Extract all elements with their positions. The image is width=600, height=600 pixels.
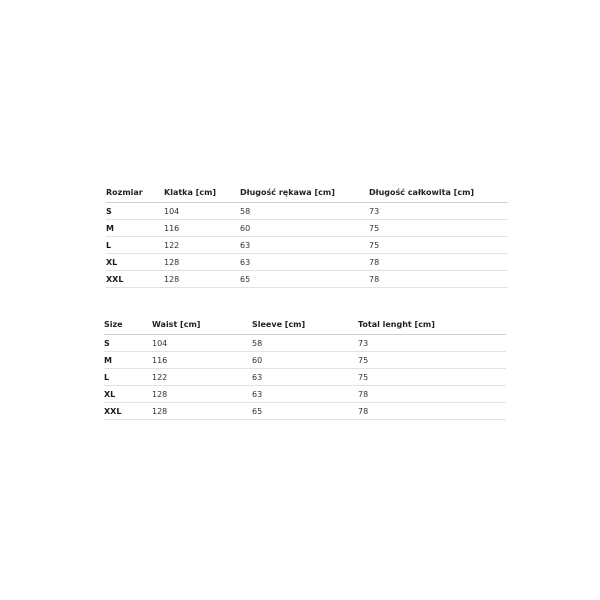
table-row [106, 203, 508, 220]
table-header-row [106, 182, 508, 203]
table-cell: 116 [152, 352, 252, 369]
column-header: Sleeve [cm] [252, 314, 358, 335]
size-cell: M [106, 220, 164, 237]
column-header: Waist [cm] [152, 314, 252, 335]
column-header: Total lenght [cm] [358, 314, 506, 335]
column-header: Długość całkowita [cm] [369, 182, 508, 203]
size-cell: XXL [104, 403, 152, 420]
column-header: Długość rękawa [cm] [240, 182, 369, 203]
table-cell: 63 [252, 386, 358, 403]
table-cell: 75 [358, 369, 506, 386]
table-cell: 63 [240, 237, 369, 254]
table-cell: 116 [164, 220, 240, 237]
table-header-row [104, 314, 506, 335]
table-row [104, 369, 506, 386]
table-cell: 73 [369, 203, 508, 220]
table-row [104, 386, 506, 403]
table-cell: 128 [152, 386, 252, 403]
table-cell: 63 [252, 369, 358, 386]
table-row [106, 254, 508, 271]
table-row [104, 403, 506, 420]
table-cell: 60 [240, 220, 369, 237]
size-cell: XL [106, 254, 164, 271]
column-header: Klatka [cm] [164, 182, 240, 203]
table-cell: 65 [252, 403, 358, 420]
size-cell: M [104, 352, 152, 369]
table-cell: 78 [369, 254, 508, 271]
table-row [106, 271, 508, 288]
size-cell: XL [104, 386, 152, 403]
table-cell: 128 [152, 403, 252, 420]
table-cell: 104 [164, 203, 240, 220]
size-table-english [104, 314, 506, 420]
table-cell: 65 [240, 271, 369, 288]
table-cell: 58 [252, 335, 358, 352]
table-cell: 104 [152, 335, 252, 352]
table-cell: 78 [358, 403, 506, 420]
size-table-polish [106, 182, 508, 288]
size-cell: S [106, 203, 164, 220]
column-header: Rozmiar [106, 182, 164, 203]
table-cell: 122 [152, 369, 252, 386]
table-cell: 128 [164, 254, 240, 271]
table-cell: 75 [369, 220, 508, 237]
size-cell: L [106, 237, 164, 254]
table-cell: 58 [240, 203, 369, 220]
table-cell: 78 [358, 386, 506, 403]
table-row [104, 335, 506, 352]
table-cell: 73 [358, 335, 506, 352]
table-cell: 78 [369, 271, 508, 288]
size-cell: L [104, 369, 152, 386]
table-cell: 128 [164, 271, 240, 288]
size-cell: XXL [106, 271, 164, 288]
table-cell: 60 [252, 352, 358, 369]
table-cell: 122 [164, 237, 240, 254]
table-cell: 75 [358, 352, 506, 369]
size-cell: S [104, 335, 152, 352]
table-row [104, 352, 506, 369]
table-row [106, 220, 508, 237]
table-row [106, 237, 508, 254]
column-header: Size [104, 314, 152, 335]
table-cell: 75 [369, 237, 508, 254]
table-cell: 63 [240, 254, 369, 271]
